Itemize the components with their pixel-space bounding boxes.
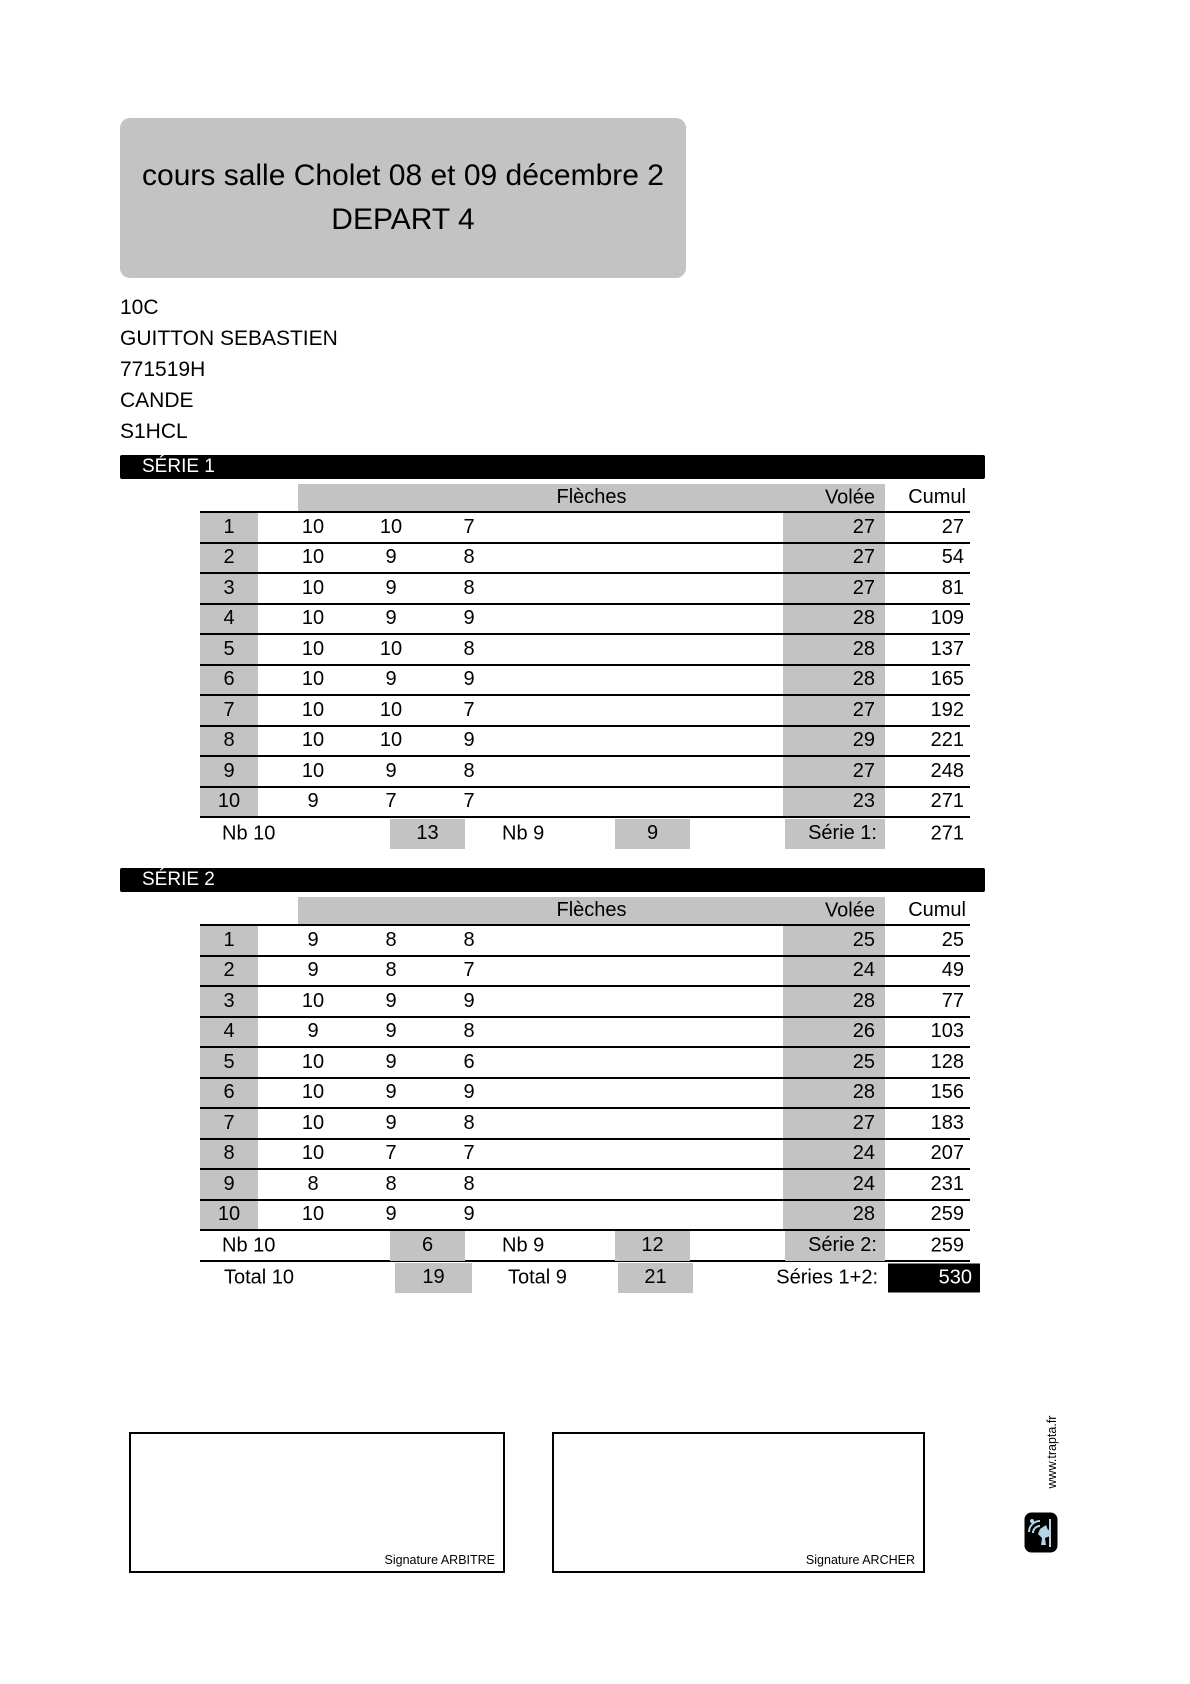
volley-total-cell: 28 (783, 1201, 885, 1230)
target-number: 10C (120, 296, 159, 319)
archer-signature-box (552, 1432, 925, 1573)
table-row (200, 987, 970, 1018)
volley-number-cell: 5 (200, 1048, 258, 1077)
volley-total-cell: 28 (783, 987, 885, 1016)
arrow-score-cell: 7 (463, 698, 475, 721)
serie-2-label: SÉRIE 2 (142, 869, 215, 890)
serie-total-label: Série 1: (785, 819, 885, 849)
serie-1-rows (200, 513, 970, 818)
club-name: CANDE (120, 389, 194, 412)
table-row (200, 957, 970, 988)
arrow-score-cell: 7 (463, 1142, 475, 1165)
arrow-score-cell: 10 (301, 1203, 325, 1226)
cumul-header: Cumul (908, 486, 966, 508)
arrow-score-cell: 8 (463, 1172, 475, 1195)
arrow-score-cell: 7 (385, 790, 397, 813)
table-row (200, 605, 970, 636)
archer-name: GUITTON SEBASTIEN (120, 327, 338, 350)
volley-number-cell: 4 (200, 605, 258, 634)
trapta-archer-logo-icon (1024, 1512, 1058, 1553)
volley-number-cell: 8 (200, 1140, 258, 1169)
cumulative-total-cell: 27 (941, 515, 964, 538)
arrow-score-cell: 9 (385, 1050, 397, 1073)
arrow-score-cell: 10 (301, 1142, 325, 1165)
arrow-score-cell: 9 (385, 989, 397, 1012)
arrow-score-cell: 9 (385, 1203, 397, 1226)
volley-number-cell: 2 (200, 957, 258, 986)
arrow-score-cell: 9 (463, 729, 475, 752)
arrow-score-cell: 10 (379, 698, 403, 721)
cumulative-total-cell: 128 (930, 1050, 964, 1073)
arrow-score-cell: 9 (385, 668, 397, 691)
serie-2-rows (200, 926, 970, 1231)
license-number: 771519H (120, 358, 206, 381)
nb10-label: Nb 10 (222, 1234, 276, 1256)
series-sum-label: Séries 1+2: (776, 1266, 878, 1288)
table-row (200, 788, 970, 819)
volley-number-cell: 1 (200, 926, 258, 955)
arrow-score-cell: 8 (385, 928, 397, 951)
arrow-score-cell: 10 (379, 637, 403, 660)
serie-2-table (200, 897, 970, 1293)
arrow-score-cell: 8 (463, 546, 475, 569)
referee-signature-label: Signature ARBITRE (384, 1553, 495, 1567)
header-gray-band (298, 484, 885, 511)
total10-label: Total 10 (224, 1266, 295, 1288)
arrow-score-cell: 9 (463, 1081, 475, 1104)
arrow-score-cell: 8 (463, 1020, 475, 1043)
category-code: S1HCL (120, 420, 188, 443)
volley-total-cell: 23 (783, 788, 885, 817)
serie-1-header-bar (120, 455, 985, 479)
serie-1-section (120, 455, 985, 849)
arrow-score-cell: 9 (307, 1020, 319, 1043)
nb9-label: Nb 9 (502, 822, 545, 844)
serie-1-table (200, 484, 970, 849)
serie-1-footer-row (200, 818, 970, 849)
volley-number-cell: 2 (200, 544, 258, 573)
cumulative-total-cell: 156 (930, 1081, 964, 1104)
cumulative-total-cell: 259 (930, 1203, 964, 1226)
competition-title: cours salle Cholet 08 et 09 décembre 2 (142, 159, 664, 192)
volley-number-cell: 9 (200, 757, 258, 786)
volley-total-cell: 26 (783, 1018, 885, 1047)
arrow-score-cell: 10 (301, 729, 325, 752)
serie-total-value: 259 (930, 1234, 964, 1256)
table-row (200, 1201, 970, 1232)
nb10-value-box: 6 (390, 1231, 465, 1261)
volley-number-cell: 7 (200, 696, 258, 725)
volley-number-cell: 9 (200, 1170, 258, 1199)
fleches-header: Flèches (556, 899, 627, 921)
arrow-score-cell: 10 (379, 729, 403, 752)
serie-1-label: SÉRIE 1 (142, 456, 215, 477)
competition-header (120, 118, 686, 278)
total9-label: Total 9 (508, 1266, 567, 1288)
cumulative-total-cell: 183 (930, 1111, 964, 1134)
table-row (200, 1048, 970, 1079)
cumulative-total-cell: 49 (941, 959, 964, 982)
arrow-score-cell: 9 (463, 1203, 475, 1226)
table-row (200, 1079, 970, 1110)
volley-total-cell: 27 (783, 544, 885, 573)
arrow-score-cell: 10 (301, 1050, 325, 1073)
header-gray-band (298, 897, 885, 924)
volley-number-cell: 7 (200, 1109, 258, 1138)
cumulative-total-cell: 137 (930, 637, 964, 660)
serie-total-value: 271 (930, 822, 964, 844)
cumulative-total-cell: 231 (930, 1172, 964, 1195)
volley-total-cell: 27 (783, 757, 885, 786)
cumulative-total-cell: 207 (930, 1142, 964, 1165)
arrow-score-cell: 10 (301, 1081, 325, 1104)
total10-value-box: 19 (395, 1263, 472, 1293)
cumulative-total-cell: 77 (941, 989, 964, 1012)
volee-header: Volée (824, 486, 875, 508)
volley-number-cell: 4 (200, 1018, 258, 1047)
table-row (200, 544, 970, 575)
cumulative-total-cell: 221 (930, 729, 964, 752)
cumulative-total-cell: 165 (930, 668, 964, 691)
arrow-score-cell: 9 (307, 928, 319, 951)
volley-total-cell: 28 (783, 666, 885, 695)
arrow-score-cell: 8 (463, 637, 475, 660)
nb10-label: Nb 10 (222, 822, 276, 844)
volley-total-cell: 27 (783, 513, 885, 542)
volley-total-cell: 24 (783, 1140, 885, 1169)
arrow-score-cell: 9 (463, 989, 475, 1012)
arrow-score-cell: 10 (301, 515, 325, 538)
table-row (200, 926, 970, 957)
nb9-value-box: 12 (615, 1231, 690, 1261)
trapta-url: www.trapta.fr (1045, 1415, 1059, 1489)
header-spacer (200, 484, 298, 511)
volley-number-cell: 10 (200, 1201, 258, 1230)
volley-total-cell: 28 (783, 1079, 885, 1108)
volley-number-cell: 6 (200, 666, 258, 695)
table-row (200, 1170, 970, 1201)
table-row (200, 574, 970, 605)
table-header-row (200, 897, 970, 926)
table-row (200, 1109, 970, 1140)
cumulative-total-cell: 81 (941, 576, 964, 599)
volley-total-cell: 24 (783, 1170, 885, 1199)
cumulative-total-cell: 25 (941, 928, 964, 951)
arrow-score-cell: 9 (385, 576, 397, 599)
arrow-score-cell: 9 (385, 546, 397, 569)
cumulative-total-cell: 271 (930, 790, 964, 813)
referee-signature-box (129, 1432, 505, 1573)
cumulative-total-cell: 54 (941, 546, 964, 569)
arrow-score-cell: 10 (301, 759, 325, 782)
arrow-score-cell: 8 (463, 759, 475, 782)
arrow-score-cell: 7 (385, 1142, 397, 1165)
table-row (200, 666, 970, 697)
table-row (200, 696, 970, 727)
arrow-score-cell: 10 (301, 989, 325, 1012)
arrow-score-cell: 10 (301, 1111, 325, 1134)
arrow-score-cell: 8 (463, 1111, 475, 1134)
table-row (200, 727, 970, 758)
volley-total-cell: 27 (783, 574, 885, 603)
series-sum-value-box: 530 (888, 1263, 980, 1292)
arrow-score-cell: 10 (301, 668, 325, 691)
table-row (200, 1018, 970, 1049)
arrow-score-cell: 8 (463, 928, 475, 951)
volley-number-cell: 5 (200, 635, 258, 664)
volley-total-cell: 25 (783, 926, 885, 955)
serie-2-header-bar (120, 868, 985, 892)
archer-signature-label: Signature ARCHER (805, 1553, 915, 1567)
volley-total-cell: 28 (783, 635, 885, 664)
arrow-score-cell: 9 (307, 790, 319, 813)
arrow-score-cell: 8 (307, 1172, 319, 1195)
arrow-score-cell: 10 (301, 546, 325, 569)
table-row (200, 635, 970, 666)
cumulative-total-cell: 248 (930, 759, 964, 782)
arrow-score-cell: 10 (301, 637, 325, 660)
volley-number-cell: 3 (200, 987, 258, 1016)
archer-info (120, 292, 338, 447)
arrow-score-cell: 10 (301, 576, 325, 599)
arrow-score-cell: 7 (463, 515, 475, 538)
arrow-score-cell: 9 (385, 1081, 397, 1104)
volley-number-cell: 3 (200, 574, 258, 603)
cumulative-total-cell: 103 (930, 1020, 964, 1043)
volley-number-cell: 8 (200, 727, 258, 756)
volley-total-cell: 24 (783, 957, 885, 986)
arrow-score-cell: 7 (463, 959, 475, 982)
serie-total-label: Série 2: (785, 1231, 885, 1261)
volley-total-cell: 27 (783, 1109, 885, 1138)
arrow-score-cell: 9 (463, 668, 475, 691)
volley-total-cell: 27 (783, 696, 885, 725)
arrow-score-cell: 9 (385, 1111, 397, 1134)
table-header-row (200, 484, 970, 513)
volley-total-cell: 28 (783, 605, 885, 634)
volee-header: Volée (824, 899, 875, 921)
nb9-label: Nb 9 (502, 1234, 545, 1256)
arrow-score-cell: 8 (385, 959, 397, 982)
table-row (200, 513, 970, 544)
arrow-score-cell: 9 (385, 607, 397, 630)
arrow-score-cell: 10 (379, 515, 403, 538)
cumul-header: Cumul (908, 899, 966, 921)
arrow-score-cell: 10 (301, 698, 325, 721)
depart-label: DEPART 4 (331, 203, 475, 236)
arrow-score-cell: 9 (385, 1020, 397, 1043)
volley-number-cell: 10 (200, 788, 258, 817)
cumulative-total-cell: 109 (930, 607, 964, 630)
volley-number-cell: 6 (200, 1079, 258, 1108)
grand-total-row (200, 1262, 970, 1293)
total9-value-box: 21 (618, 1263, 693, 1293)
arrow-score-cell: 9 (307, 959, 319, 982)
arrow-score-cell: 9 (385, 759, 397, 782)
arrow-score-cell: 8 (463, 576, 475, 599)
arrow-score-cell: 7 (463, 790, 475, 813)
arrow-score-cell: 8 (385, 1172, 397, 1195)
table-row (200, 1140, 970, 1171)
header-spacer (200, 897, 298, 924)
serie-2-section (120, 868, 985, 1293)
serie-2-footer-row (200, 1231, 970, 1262)
nb10-value-box: 13 (390, 819, 465, 849)
arrow-score-cell: 9 (463, 607, 475, 630)
arrow-score-cell: 6 (463, 1050, 475, 1073)
arrow-score-cell: 10 (301, 607, 325, 630)
volley-number-cell: 1 (200, 513, 258, 542)
nb9-value-box: 9 (615, 819, 690, 849)
fleches-header: Flèches (556, 486, 627, 508)
volley-total-cell: 29 (783, 727, 885, 756)
volley-total-cell: 25 (783, 1048, 885, 1077)
cumulative-total-cell: 192 (930, 698, 964, 721)
table-row (200, 757, 970, 788)
